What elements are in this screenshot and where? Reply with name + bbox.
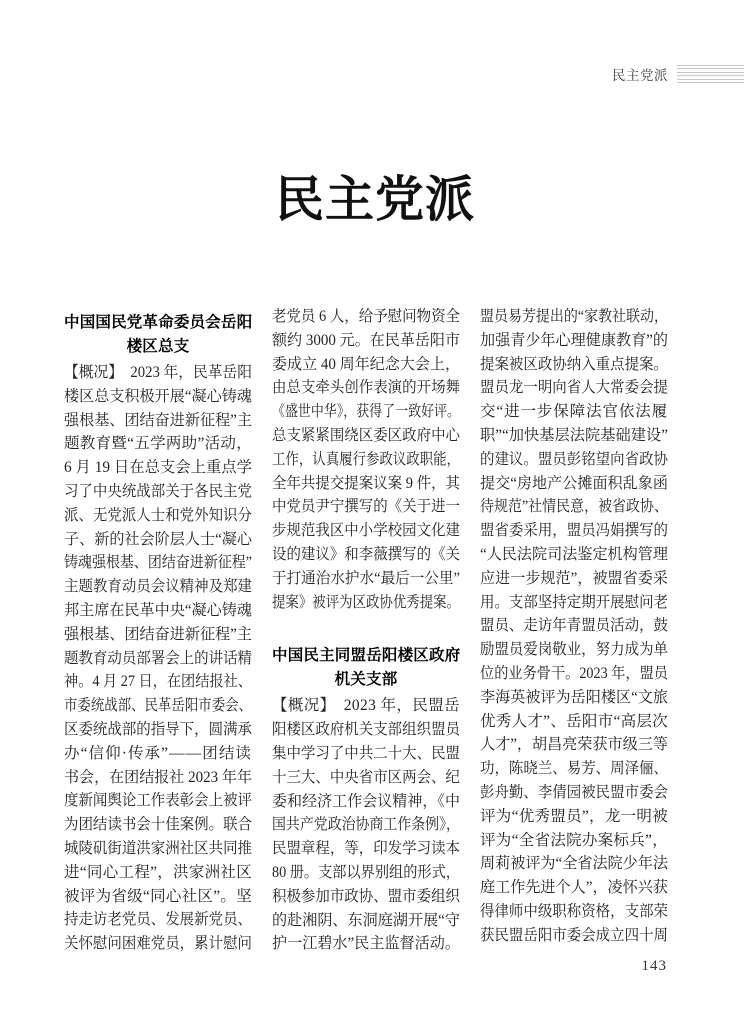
text-line [480,495,668,519]
text-line-content: 盟员易芳提出的“家教社联动， [480,308,668,325]
text-line-content: 评为“全省法院办案标兵”， [480,831,668,849]
text-line [272,861,460,885]
text-line-content: 阳楼区政府机关支部组织盟员 [272,721,460,739]
text-line [64,670,252,694]
text-line-content: 位的业务骨干。2023 年，盟员 [480,664,668,682]
text-line [272,885,460,909]
text-line [64,623,252,647]
text-line-content: 提案被区政协纳入重点提案。 [480,355,668,373]
text-line-content: 周莉被评为“全省法院少年法 [480,855,668,873]
rule-line [677,65,744,66]
text-line-content: 彭舟勤、李倩园被民盟市委会 [480,783,668,801]
text-line [64,599,252,623]
text-line-content: 度新闻舆论工作表彰会上被评 [64,792,252,810]
text-line [272,932,460,956]
text-line [272,813,460,837]
text-line [480,686,668,710]
text-line-content: 集中学习了中共二十大、民盟 [272,744,460,762]
text-line [64,528,252,552]
text-line [272,837,460,861]
text-line-content: 书会，在团结报社 2023 年年 [64,768,252,786]
text-line [272,329,460,353]
text-line-content: 步规范我区中小学校园文化建 [272,522,460,540]
text-line-content: 区委统战部的指导下，圆满承 [64,720,252,738]
text-line [64,432,252,456]
text-line [64,647,252,671]
heading-line: 中国国民党革命委员会岳阳 [64,314,253,331]
rule-line [677,75,744,76]
running-header [0,63,744,85]
page-title: 民主党派 [274,172,475,227]
text-line-content: 老党员 6 人，给予慰问物资全 [272,308,460,325]
text-line-content: 得律师中级职称资格，支部荣 [480,902,668,920]
text-line [64,504,252,528]
text-line [272,495,460,519]
text-line-content: 为团结读书会十佳案例。联合 [64,816,252,834]
text-line [272,591,460,615]
text-line [480,376,668,400]
text-line-content: 十三大、中央省市区两会、纪 [272,768,460,786]
section-heading [64,311,252,359]
text-line [64,480,252,504]
text-line-content: 强根基、团结奋进新征程”主 [64,411,252,429]
text-column [480,305,668,956]
text-line-content: 评为“优秀盟员”，龙一明被 [480,807,668,825]
text-line [480,353,668,377]
text-line [480,638,668,662]
text-line-content: 加强青少年心理健康教育”的 [480,331,668,349]
section-heading [272,644,460,692]
text-line [64,385,252,409]
text-line [480,614,668,638]
text-line-content: 提交“房地产公摊面积乱象函 [480,474,668,492]
text-line [480,900,668,924]
text-line-content: 待规范”社情民意，被省政协、 [480,498,668,516]
text-line [480,591,668,615]
rule-line [677,72,744,73]
rule-line [677,68,744,69]
text-line [480,567,668,591]
text-line [480,757,668,781]
text-line-content: 于打通治水护水“最后一公里” [272,569,460,587]
text-line [64,766,252,790]
text-line [480,424,668,448]
text-line-content: 功，陈晓兰、易芳、周泽俪、 [480,760,668,778]
text-line-content: 进“同心工程”，洪家洲社区 [64,863,252,881]
text-column [272,305,460,956]
text-line [64,908,252,932]
text-line-content: 提案》被评为区政协优秀提案。 [272,593,460,611]
text-line-content: 盟员龙一明向省人大常委会提 [480,379,668,397]
text-line-content: 主题教育动员会议精神及郑建 [64,578,252,596]
text-line-content: 盟省委采用，盟员冯娟撰写的 [480,522,668,540]
text-line [272,376,460,400]
text-line-content: 交“进一步保障法官依法履 [480,403,668,421]
text-line-content: 全年共提交提案议案 9 件，其 [272,474,460,492]
text-line [480,662,668,686]
text-line [64,361,252,385]
text-line [64,742,252,766]
text-line [272,448,460,472]
text-line-content: 神。4 月 27 日，在团结报社、 [64,673,252,691]
text-line-content: 中党员尹宁撰写的《关于进一 [272,498,460,516]
text-line [272,909,460,933]
text-line-content: 铸魂强根基、团结奋进新征程” [64,554,252,572]
text-line-content: 民盟章程，等，印发学习读本 [272,840,460,858]
text-line-content: 办“信仰·传承”——团结读 [64,744,252,762]
text-line-content: 关怀慰问困难党员，累计慰问 [64,935,252,953]
text-line [64,932,252,956]
text-line-content: 【概况】 2023 年，民盟岳 [272,697,460,715]
text-line-content: 持走访老党员、发展新党员、 [64,911,252,929]
text-line [480,781,668,805]
text-line [272,353,460,377]
text-line-content: 习了中央统战部关于各民主党 [64,482,252,500]
text-line [480,519,668,543]
text-line [272,718,460,742]
text-line-content: 人才”，胡昌亮荣获市级三等 [480,736,668,754]
text-line [272,694,460,718]
text-line-content: 额约 3000 元。在民革岳阳市 [272,331,460,349]
text-line [480,710,668,734]
text-line-content: 【概况】 2023 年，民革岳阳 [64,364,252,381]
text-line [64,575,252,599]
text-line [272,543,460,567]
text-line-content: 李海英被评为岳阳楼区“文旅 [480,688,668,706]
paragraph-block [272,305,460,614]
text-line [272,424,460,448]
text-line-content: 国共产党政治协商工作条例》， [272,816,460,834]
text-line-content: 用。支部坚持定期开展慰问老 [480,593,668,611]
text-line-content: 设的建议》和李薇撰写的《关 [272,545,460,563]
text-line-content: 优秀人才”、岳阳市“高层次 [480,712,668,730]
text-line-content: 题教育暨“五学两助”活动， [64,435,252,453]
page-number: 143 [641,958,667,974]
heading-line: 中国民主同盟岳阳楼区政府 [272,647,461,665]
text-line [64,409,252,433]
text-line-content: 的建议。盟员彭铭望向省政协 [480,450,668,468]
text-line [64,551,252,575]
text-line-content: 获民盟岳阳市委会成立四十周 [480,926,668,944]
text-line [272,742,460,766]
rule-line [677,79,744,80]
heading-line: 机关支部 [334,671,398,689]
text-line-content: 强根基、团结奋进新征程”主 [64,625,252,643]
text-line [480,924,668,948]
text-line-content: 楼区总支积极开展“凝心铸魂 [64,387,252,405]
text-line [272,519,460,543]
text-line-content: 委和经济工作会议精神，《中 [272,792,460,810]
text-line [480,400,668,424]
text-line [64,885,252,909]
text-line-content: 盟员、走访年青盟员活动，鼓 [480,617,668,635]
text-line [480,829,668,853]
text-line-content: 派、无党派人士和党外知识分 [64,506,252,524]
text-line-content: 题教育动员部署会上的讲话精 [64,649,252,667]
text-line-content: 庭工作先进个人”，凌怀兴获 [480,879,668,897]
text-column [64,305,252,956]
text-line [64,456,252,480]
text-line-content: 应进一步规范”，被盟省委采 [480,569,668,587]
text-line [64,694,252,718]
text-line [64,718,252,742]
text-line-content: “人民法院司法鉴定机构管理 [480,545,668,563]
text-line-content: 被评为省级“同心社区”。坚 [64,887,252,905]
text-line [480,733,668,757]
text-line-content: 委成立 40 周年纪念大会上， [272,355,460,373]
header-rule-lines [677,65,744,84]
text-line [64,813,252,837]
text-line [64,789,252,813]
text-line-content: 市委统战部、民革岳阳市委会、 [64,697,252,715]
paragraph-block [272,694,460,956]
text-line [272,766,460,790]
heading-line: 楼区总支 [126,338,190,355]
rule-line [677,82,744,83]
text-line [480,852,668,876]
text-line-content: 总支紧紧围绕区委区政府中心 [272,426,460,444]
text-line-content: 子、新的社会阶层人士“凝心 [64,530,252,548]
text-line-content: 工作，认真履行参政议政职能， [272,450,460,468]
text-line [272,472,460,496]
text-line-content: 职”“加快基层法院基础建设” [480,426,668,444]
text-line-content: 励盟员爱岗敬业，努力成为单 [480,641,668,659]
text-line-content: 积极参加市政协、盟市委组织 [272,887,460,905]
text-line-content: 邦主席在民革中央“凝心铸魂 [64,601,252,619]
text-line-content: 6 月 19 日在总支会上重点学 [64,459,252,477]
paragraph-block [480,305,668,948]
text-line-content: 的赴湘阴、东洞庭湖开展“守 [272,911,460,929]
text-line [272,790,460,814]
running-header-label: 民主党派 [612,68,668,83]
text-line [272,567,460,591]
text-line [480,472,668,496]
text-line [480,305,668,329]
text-line [272,305,460,329]
text-line [480,448,668,472]
text-line-content: 城陵矶街道洪家洲社区共同推 [64,839,252,857]
text-line-content: 护一江碧水”民主监督活动。 [272,935,460,953]
text-line-content: 《盛世中华》，获得了一致好评。 [272,403,460,421]
text-line [64,837,252,861]
text-line [64,861,252,885]
text-line [272,400,460,424]
columns [64,305,668,956]
text-line [480,329,668,353]
text-line [480,805,668,829]
text-line [480,543,668,567]
text-line-content: 由总支牵头创作表演的开场舞 [272,379,460,397]
text-line [480,876,668,900]
paragraph-block [64,361,252,956]
text-line-content: 80 册。支部以界别组的形式， [272,863,460,881]
